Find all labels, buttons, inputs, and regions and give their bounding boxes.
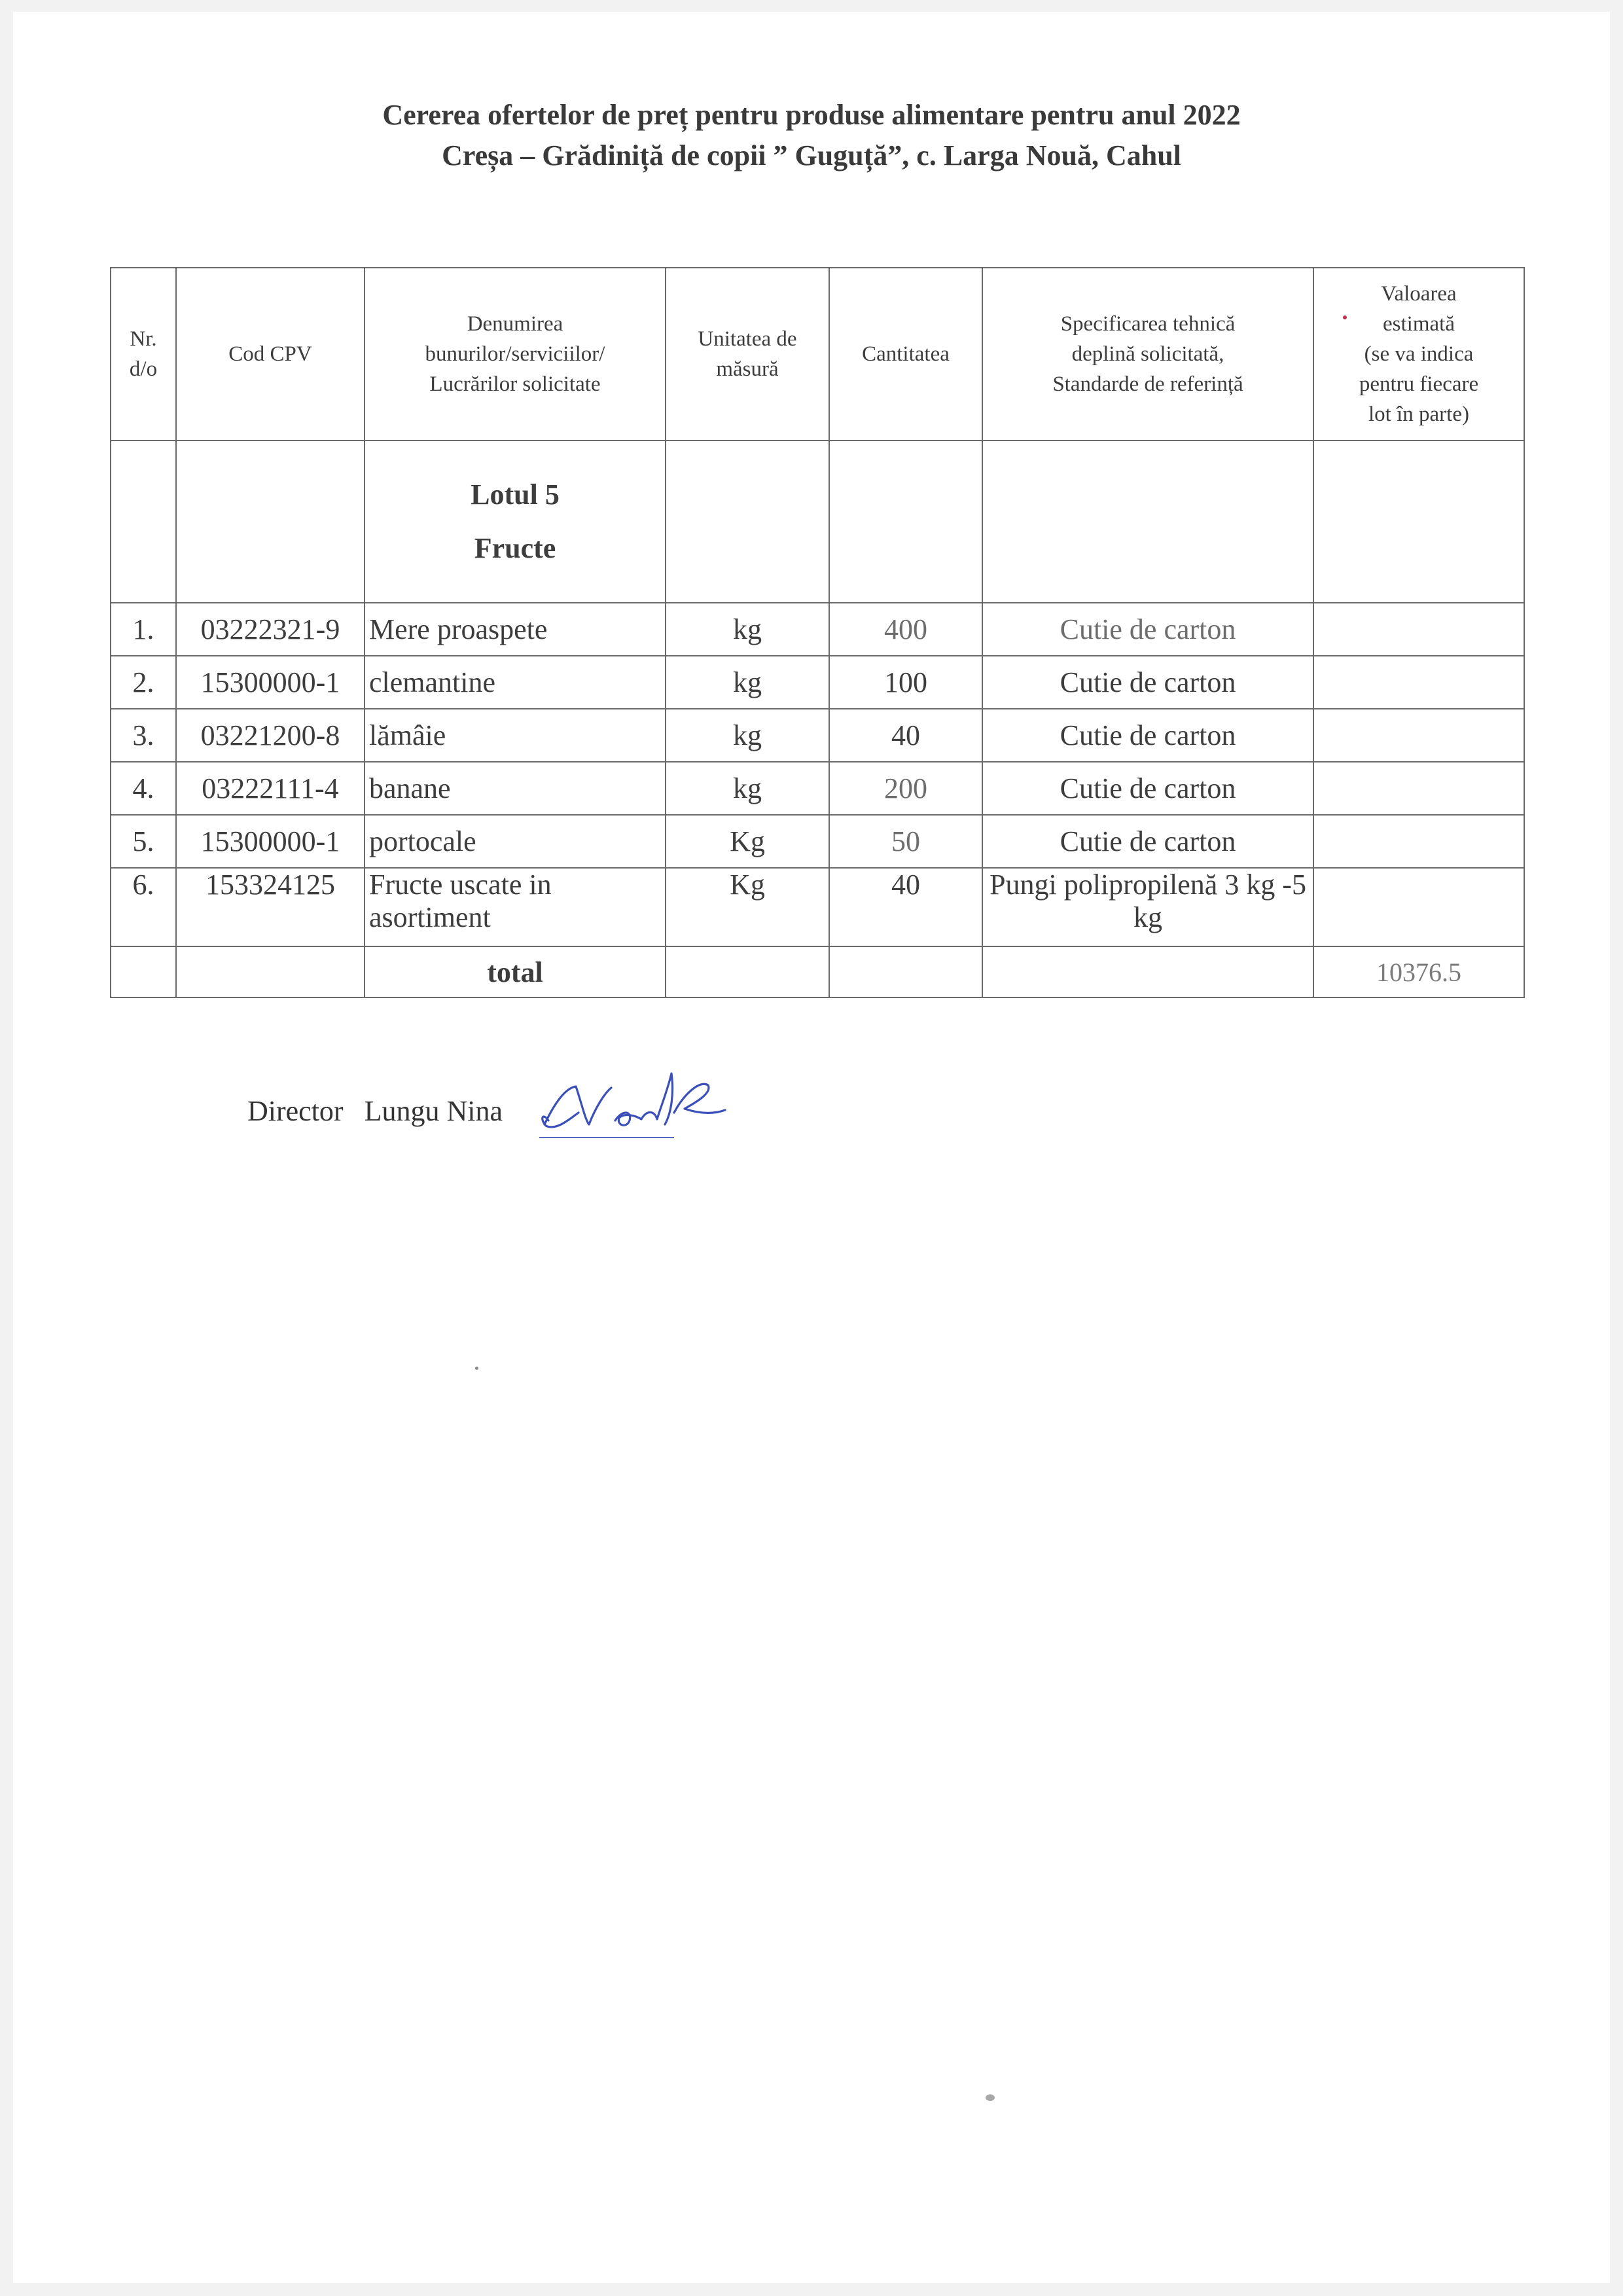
lot-row: [111, 440, 1524, 603]
header-unit: Unitatea de măsură: [666, 268, 829, 440]
document-title-line-2: Creșa – Grădiniță de copii ” Guguță”, c. Larga Nouă, Cahul: [442, 139, 1181, 171]
signatory-name: Lungu Nina: [364, 1095, 503, 1127]
document-title-line-1: Cererea ofertelor de preț pentru produse alimentare pentru anul 2022: [382, 99, 1241, 131]
lot-title: Lotul 5 Fructe: [365, 440, 666, 603]
table-row: 6. 153324125 Fructe uscate in asortiment Kg 40 Pungi polipropilenă 3 kg -5 kg: [111, 868, 1524, 946]
scan-speck: [475, 1367, 478, 1370]
table-row: 5. 15300000-1 portocale Kg 50 Cutie de carton: [111, 815, 1524, 868]
handwritten-signature: [537, 1047, 733, 1145]
total-row: [111, 946, 1524, 997]
header-estimated-value: Valoarea estimată (se va indica pentru fiecare lot în parte): [1313, 268, 1524, 440]
offer-table: [110, 267, 1525, 998]
scan-speck: [986, 2094, 995, 2101]
table-row: 2. 15300000-1 clemantine kg 100 Cutie de carton: [111, 656, 1524, 709]
table-row: 3. 03221200-8 lămâie kg 40 Cutie de carton: [111, 709, 1524, 762]
table-header-row: [111, 268, 1524, 440]
table-row: 4. 03222111-4 banane kg 200 Cutie de carton: [111, 762, 1524, 815]
total-value: 10376.5: [1313, 946, 1524, 997]
table-row: 1. 03222321-9 Mere proaspete kg 400 Cutie de carton: [111, 603, 1524, 656]
signatory-role: Director: [247, 1095, 344, 1127]
header-goods-name: Denumirea bunurilor/serviciilor/ Lucrărilor solicitate: [365, 268, 666, 440]
total-label: total: [365, 946, 666, 997]
header-nr: Nr. d/o: [111, 268, 176, 440]
header-cpv: Cod CPV: [176, 268, 365, 440]
header-specification: Specificarea tehnică deplină solicitată, Standarde de referință: [982, 268, 1313, 440]
header-quantity: Cantitatea: [829, 268, 982, 440]
signature-line: [247, 1094, 524, 1128]
scan-speck: [1343, 315, 1347, 319]
